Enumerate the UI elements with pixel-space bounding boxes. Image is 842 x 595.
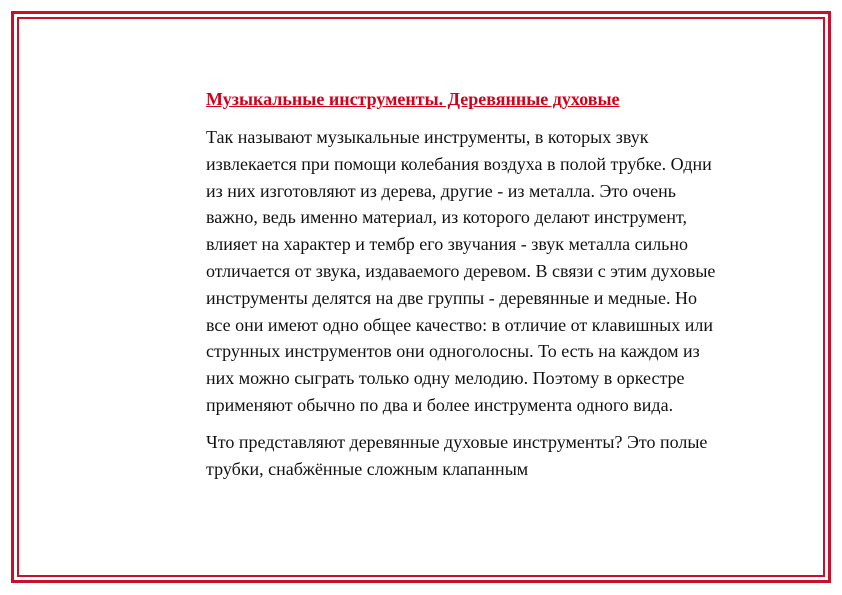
paragraph-2: Что представляют деревянные духовые инструменты? Это полые трубки, снабжённые сложным клапанным [206, 431, 708, 479]
paragraph-1: Так называют музыкальные инструменты, в которых звук извлекается при помощи колебания воздуха в полой трубке. Одни из них изготовляют из дерева, другие - из металла. Это очень важно, ведь именно материал, из которого делают инструмент, влияет на характер и тембр его звучания - звук металла сильно отличается от звука, издаваемого деревом. В связи с этим духовые инструменты делятся на две группы - деревянные и медные. Но все они имеют одно общее качество: в отличие от клавишных или струнных инструментов они одноголосны. То есть на каждом из них можно сыграть только одну мелодию. Поэтому в оркестре применяют обычно по два и более инструмента одного вида. [206, 127, 716, 415]
document-title: Музыкальные инструменты. Деревянные духовые [206, 89, 620, 109]
document-body [206, 86, 726, 492]
